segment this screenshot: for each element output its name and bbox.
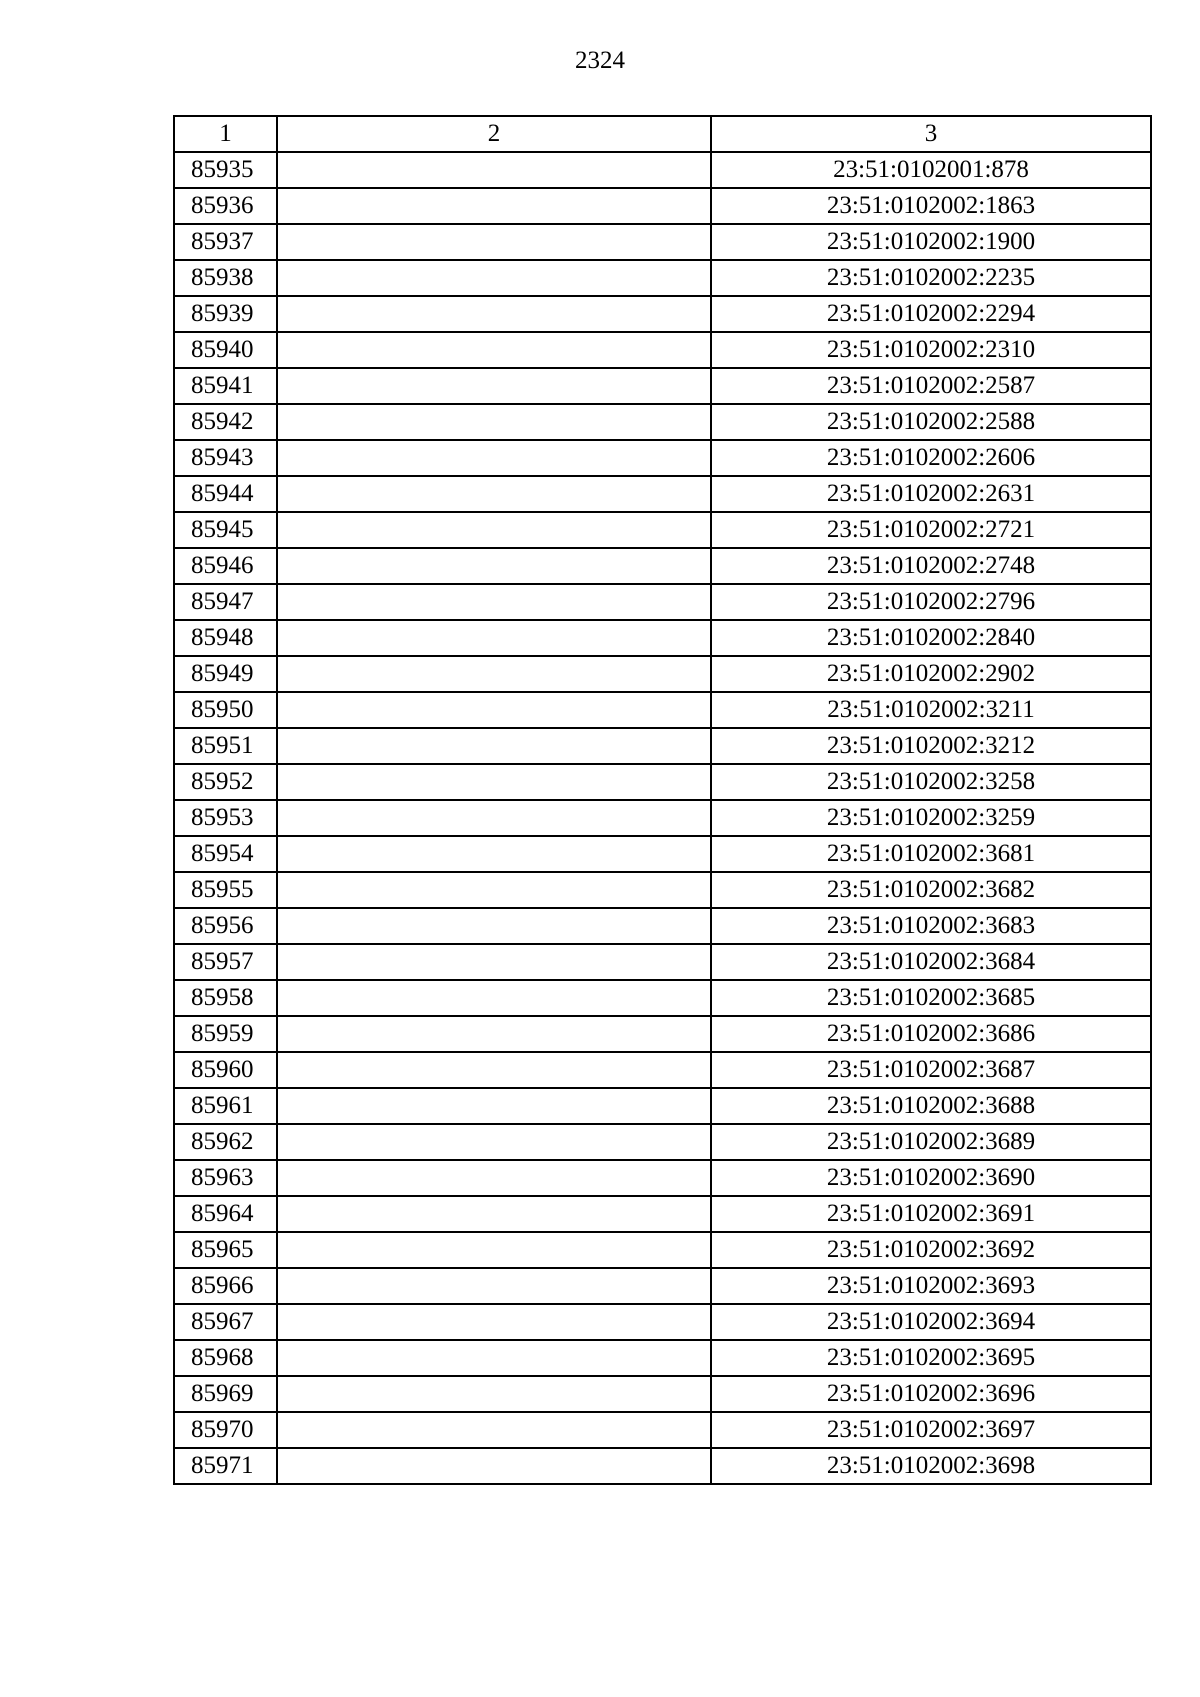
cadastral-number-cell: 23:51:0102002:3696	[711, 1376, 1151, 1412]
table-row	[174, 260, 1151, 296]
table-row	[174, 764, 1151, 800]
description-cell	[277, 512, 711, 548]
column-header-2: 2	[277, 116, 711, 152]
description-cell	[277, 1232, 711, 1268]
description-cell	[277, 296, 711, 332]
row-number-cell: 85955	[174, 872, 277, 908]
cadastral-number-cell: 23:51:0102002:2310	[711, 332, 1151, 368]
description-cell	[277, 764, 711, 800]
row-number-cell: 85942	[174, 404, 277, 440]
table-row	[174, 548, 1151, 584]
cadastral-number-cell: 23:51:0102002:3684	[711, 944, 1151, 980]
row-number-cell: 85970	[174, 1412, 277, 1448]
cadastral-number-cell: 23:51:0102002:2588	[711, 404, 1151, 440]
cadastral-number-cell: 23:51:0102002:2606	[711, 440, 1151, 476]
description-cell	[277, 332, 711, 368]
table-row	[174, 1124, 1151, 1160]
table-row	[174, 1304, 1151, 1340]
description-cell	[277, 1196, 711, 1232]
table-row	[174, 1088, 1151, 1124]
cadastral-number-cell: 23:51:0102002:2840	[711, 620, 1151, 656]
cadastral-number-cell: 23:51:0102002:3688	[711, 1088, 1151, 1124]
cadastral-number-cell: 23:51:0102002:3698	[711, 1448, 1151, 1484]
description-cell	[277, 1052, 711, 1088]
row-number-cell: 85961	[174, 1088, 277, 1124]
table-row	[174, 1160, 1151, 1196]
row-number-cell: 85971	[174, 1448, 277, 1484]
table-row	[174, 692, 1151, 728]
row-number-cell: 85966	[174, 1268, 277, 1304]
description-cell	[277, 800, 711, 836]
description-cell	[277, 1124, 711, 1160]
row-number-cell: 85949	[174, 656, 277, 692]
cadastral-number-cell: 23:51:0102002:3691	[711, 1196, 1151, 1232]
row-number-cell: 85940	[174, 332, 277, 368]
description-cell	[277, 404, 711, 440]
row-number-cell: 85969	[174, 1376, 277, 1412]
table-row	[174, 440, 1151, 476]
cadastral-number-cell: 23:51:0102002:2235	[711, 260, 1151, 296]
table-header	[174, 116, 1151, 152]
description-cell	[277, 728, 711, 764]
description-cell	[277, 944, 711, 980]
row-number-cell: 85937	[174, 224, 277, 260]
table-row	[174, 1016, 1151, 1052]
row-number-cell: 85939	[174, 296, 277, 332]
cadastral-number-cell: 23:51:0102002:2294	[711, 296, 1151, 332]
table-row	[174, 1052, 1151, 1088]
cadastral-number-cell: 23:51:0102002:2721	[711, 512, 1151, 548]
table-row	[174, 980, 1151, 1016]
table-row	[174, 1340, 1151, 1376]
description-cell	[277, 1448, 711, 1484]
description-cell	[277, 1088, 711, 1124]
cadastral-number-cell: 23:51:0102002:3692	[711, 1232, 1151, 1268]
row-number-cell: 85943	[174, 440, 277, 476]
description-cell	[277, 188, 711, 224]
description-cell	[277, 1340, 711, 1376]
row-number-cell: 85965	[174, 1232, 277, 1268]
table-row	[174, 1196, 1151, 1232]
row-number-cell: 85962	[174, 1124, 277, 1160]
description-cell	[277, 548, 711, 584]
row-number-cell: 85936	[174, 188, 277, 224]
description-cell	[277, 836, 711, 872]
row-number-cell: 85948	[174, 620, 277, 656]
cadastral-number-cell: 23:51:0102002:3211	[711, 692, 1151, 728]
cadastral-number-cell: 23:51:0102002:1900	[711, 224, 1151, 260]
table-row	[174, 1448, 1151, 1484]
row-number-cell: 85958	[174, 980, 277, 1016]
description-cell	[277, 908, 711, 944]
cadastral-number-cell: 23:51:0102002:3690	[711, 1160, 1151, 1196]
description-cell	[277, 152, 711, 188]
table-row	[174, 368, 1151, 404]
cadastral-number-cell: 23:51:0102002:3697	[711, 1412, 1151, 1448]
cadastral-number-cell: 23:51:0102002:2631	[711, 476, 1151, 512]
cadastral-number-cell: 23:51:0102002:2587	[711, 368, 1151, 404]
row-number-cell: 85941	[174, 368, 277, 404]
table-row	[174, 836, 1151, 872]
description-cell	[277, 692, 711, 728]
cadastral-number-cell: 23:51:0102002:3685	[711, 980, 1151, 1016]
cadastral-number-cell: 23:51:0102002:2796	[711, 584, 1151, 620]
registry-table	[173, 115, 1152, 1485]
table-row	[174, 656, 1151, 692]
table-row	[174, 800, 1151, 836]
row-number-cell: 85968	[174, 1340, 277, 1376]
row-number-cell: 85945	[174, 512, 277, 548]
row-number-cell: 85950	[174, 692, 277, 728]
table-row	[174, 584, 1151, 620]
row-number-cell: 85951	[174, 728, 277, 764]
row-number-cell: 85957	[174, 944, 277, 980]
description-cell	[277, 980, 711, 1016]
description-cell	[277, 1304, 711, 1340]
table-row	[174, 1376, 1151, 1412]
description-cell	[277, 656, 711, 692]
cadastral-number-cell: 23:51:0102002:3212	[711, 728, 1151, 764]
row-number-cell: 85963	[174, 1160, 277, 1196]
cadastral-number-cell: 23:51:0102002:2902	[711, 656, 1151, 692]
table-row	[174, 1412, 1151, 1448]
cadastral-number-cell: 23:51:0102002:3259	[711, 800, 1151, 836]
table-row	[174, 224, 1151, 260]
row-number-cell: 85944	[174, 476, 277, 512]
cadastral-number-cell: 23:51:0102002:3687	[711, 1052, 1151, 1088]
cadastral-number-cell: 23:51:0102002:3695	[711, 1340, 1151, 1376]
page-number: 2324	[575, 47, 625, 74]
description-cell	[277, 1376, 711, 1412]
row-number-cell: 85938	[174, 260, 277, 296]
row-number-cell: 85967	[174, 1304, 277, 1340]
row-number-cell: 85954	[174, 836, 277, 872]
table-row	[174, 332, 1151, 368]
description-cell	[277, 872, 711, 908]
description-cell	[277, 1016, 711, 1052]
cadastral-number-cell: 23:51:0102002:2748	[711, 548, 1151, 584]
table-row	[174, 908, 1151, 944]
cadastral-number-cell: 23:51:0102002:3686	[711, 1016, 1151, 1052]
column-header-3: 3	[711, 116, 1151, 152]
row-number-cell: 85935	[174, 152, 277, 188]
column-header-1: 1	[174, 116, 277, 152]
row-number-cell: 85947	[174, 584, 277, 620]
row-number-cell: 85953	[174, 800, 277, 836]
description-cell	[277, 620, 711, 656]
cadastral-number-cell: 23:51:0102002:3681	[711, 836, 1151, 872]
row-number-cell: 85952	[174, 764, 277, 800]
cadastral-number-cell: 23:51:0102001:878	[711, 152, 1151, 188]
table-row	[174, 152, 1151, 188]
description-cell	[277, 260, 711, 296]
description-cell	[277, 224, 711, 260]
description-cell	[277, 476, 711, 512]
table-row	[174, 1268, 1151, 1304]
description-cell	[277, 368, 711, 404]
row-number-cell: 85959	[174, 1016, 277, 1052]
row-number-cell: 85956	[174, 908, 277, 944]
table-row	[174, 404, 1151, 440]
table-row	[174, 476, 1151, 512]
row-number-cell: 85960	[174, 1052, 277, 1088]
description-cell	[277, 1160, 711, 1196]
table-row	[174, 620, 1151, 656]
table-row	[174, 872, 1151, 908]
description-cell	[277, 584, 711, 620]
cadastral-number-cell: 23:51:0102002:1863	[711, 188, 1151, 224]
cadastral-number-cell: 23:51:0102002:3682	[711, 872, 1151, 908]
table-row	[174, 944, 1151, 980]
cadastral-number-cell: 23:51:0102002:3683	[711, 908, 1151, 944]
table-row	[174, 296, 1151, 332]
table-row	[174, 512, 1151, 548]
cadastral-number-cell: 23:51:0102002:3693	[711, 1268, 1151, 1304]
table-row	[174, 728, 1151, 764]
table-body	[174, 152, 1151, 1484]
cadastral-number-cell: 23:51:0102002:3689	[711, 1124, 1151, 1160]
row-number-cell: 85964	[174, 1196, 277, 1232]
header-row	[174, 116, 1151, 152]
table-row	[174, 188, 1151, 224]
row-number-cell: 85946	[174, 548, 277, 584]
table-row	[174, 1232, 1151, 1268]
description-cell	[277, 1268, 711, 1304]
description-cell	[277, 1412, 711, 1448]
cadastral-number-cell: 23:51:0102002:3258	[711, 764, 1151, 800]
cadastral-number-cell: 23:51:0102002:3694	[711, 1304, 1151, 1340]
description-cell	[277, 440, 711, 476]
